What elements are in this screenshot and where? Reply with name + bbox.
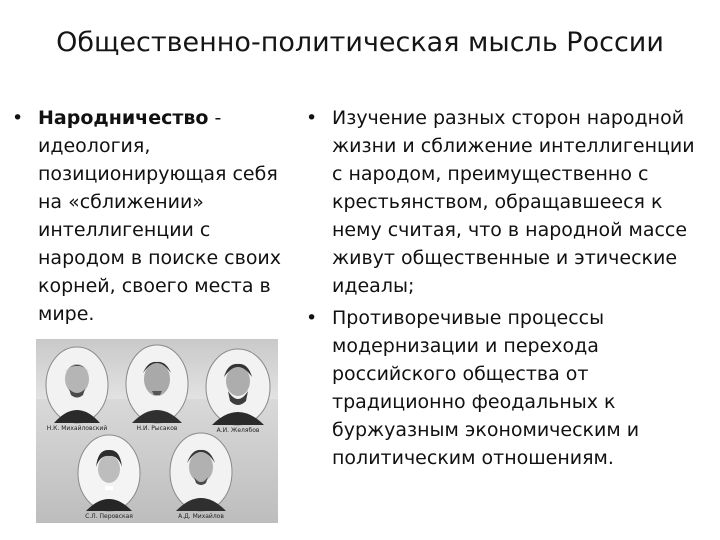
term-narodnichestvo: Народничество: [38, 107, 209, 129]
portrait-perovskaya: [76, 433, 142, 521]
left-column: [12, 104, 284, 328]
portrait-collage-image: [36, 339, 278, 523]
portrait-caption: А.И. Желябов: [216, 427, 260, 434]
portrait-caption: Н.И. Рысаков: [136, 425, 178, 432]
portrait-caption: А.Д. Михайлов: [178, 513, 224, 520]
term-definition: - идеология, позиционирующая себя на «сближении» интеллигенции с народом в поиске своих корней, своего места в мире.: [38, 107, 282, 325]
bullet-text: Изучение разных сторон народной жизни и сближение интеллигенции с народом, преимущественно с крестьянством, обращавшееся к нему считая, что в народной массе живут общественные и этические идеалы;: [332, 107, 695, 297]
portrait-mikhailovsky: [44, 345, 110, 433]
right-column: [306, 104, 706, 472]
bullet-item: [306, 104, 706, 300]
portrait-rysakov: [124, 343, 190, 433]
slide-title: Общественно-политическая мысль России: [56, 27, 664, 58]
bullet-marker: •: [306, 107, 318, 129]
portrait-caption: С.Л. Перовская: [85, 513, 133, 520]
bullet-marker: •: [12, 107, 24, 129]
portrait-zhelyabov: [204, 347, 272, 435]
bullet-item: [306, 304, 706, 472]
bullet-marker: •: [306, 307, 318, 329]
portrait-mikhailov: [168, 431, 234, 521]
bullet-text: Противоречивые процессы модернизации и перехода российского общества от традиционно феодальных к буржуазным экономическим и политическим отношениям.: [332, 307, 640, 469]
bullet-narodnichestvo: [12, 104, 284, 328]
portrait-caption: Н.К. Михайловский: [46, 425, 108, 432]
